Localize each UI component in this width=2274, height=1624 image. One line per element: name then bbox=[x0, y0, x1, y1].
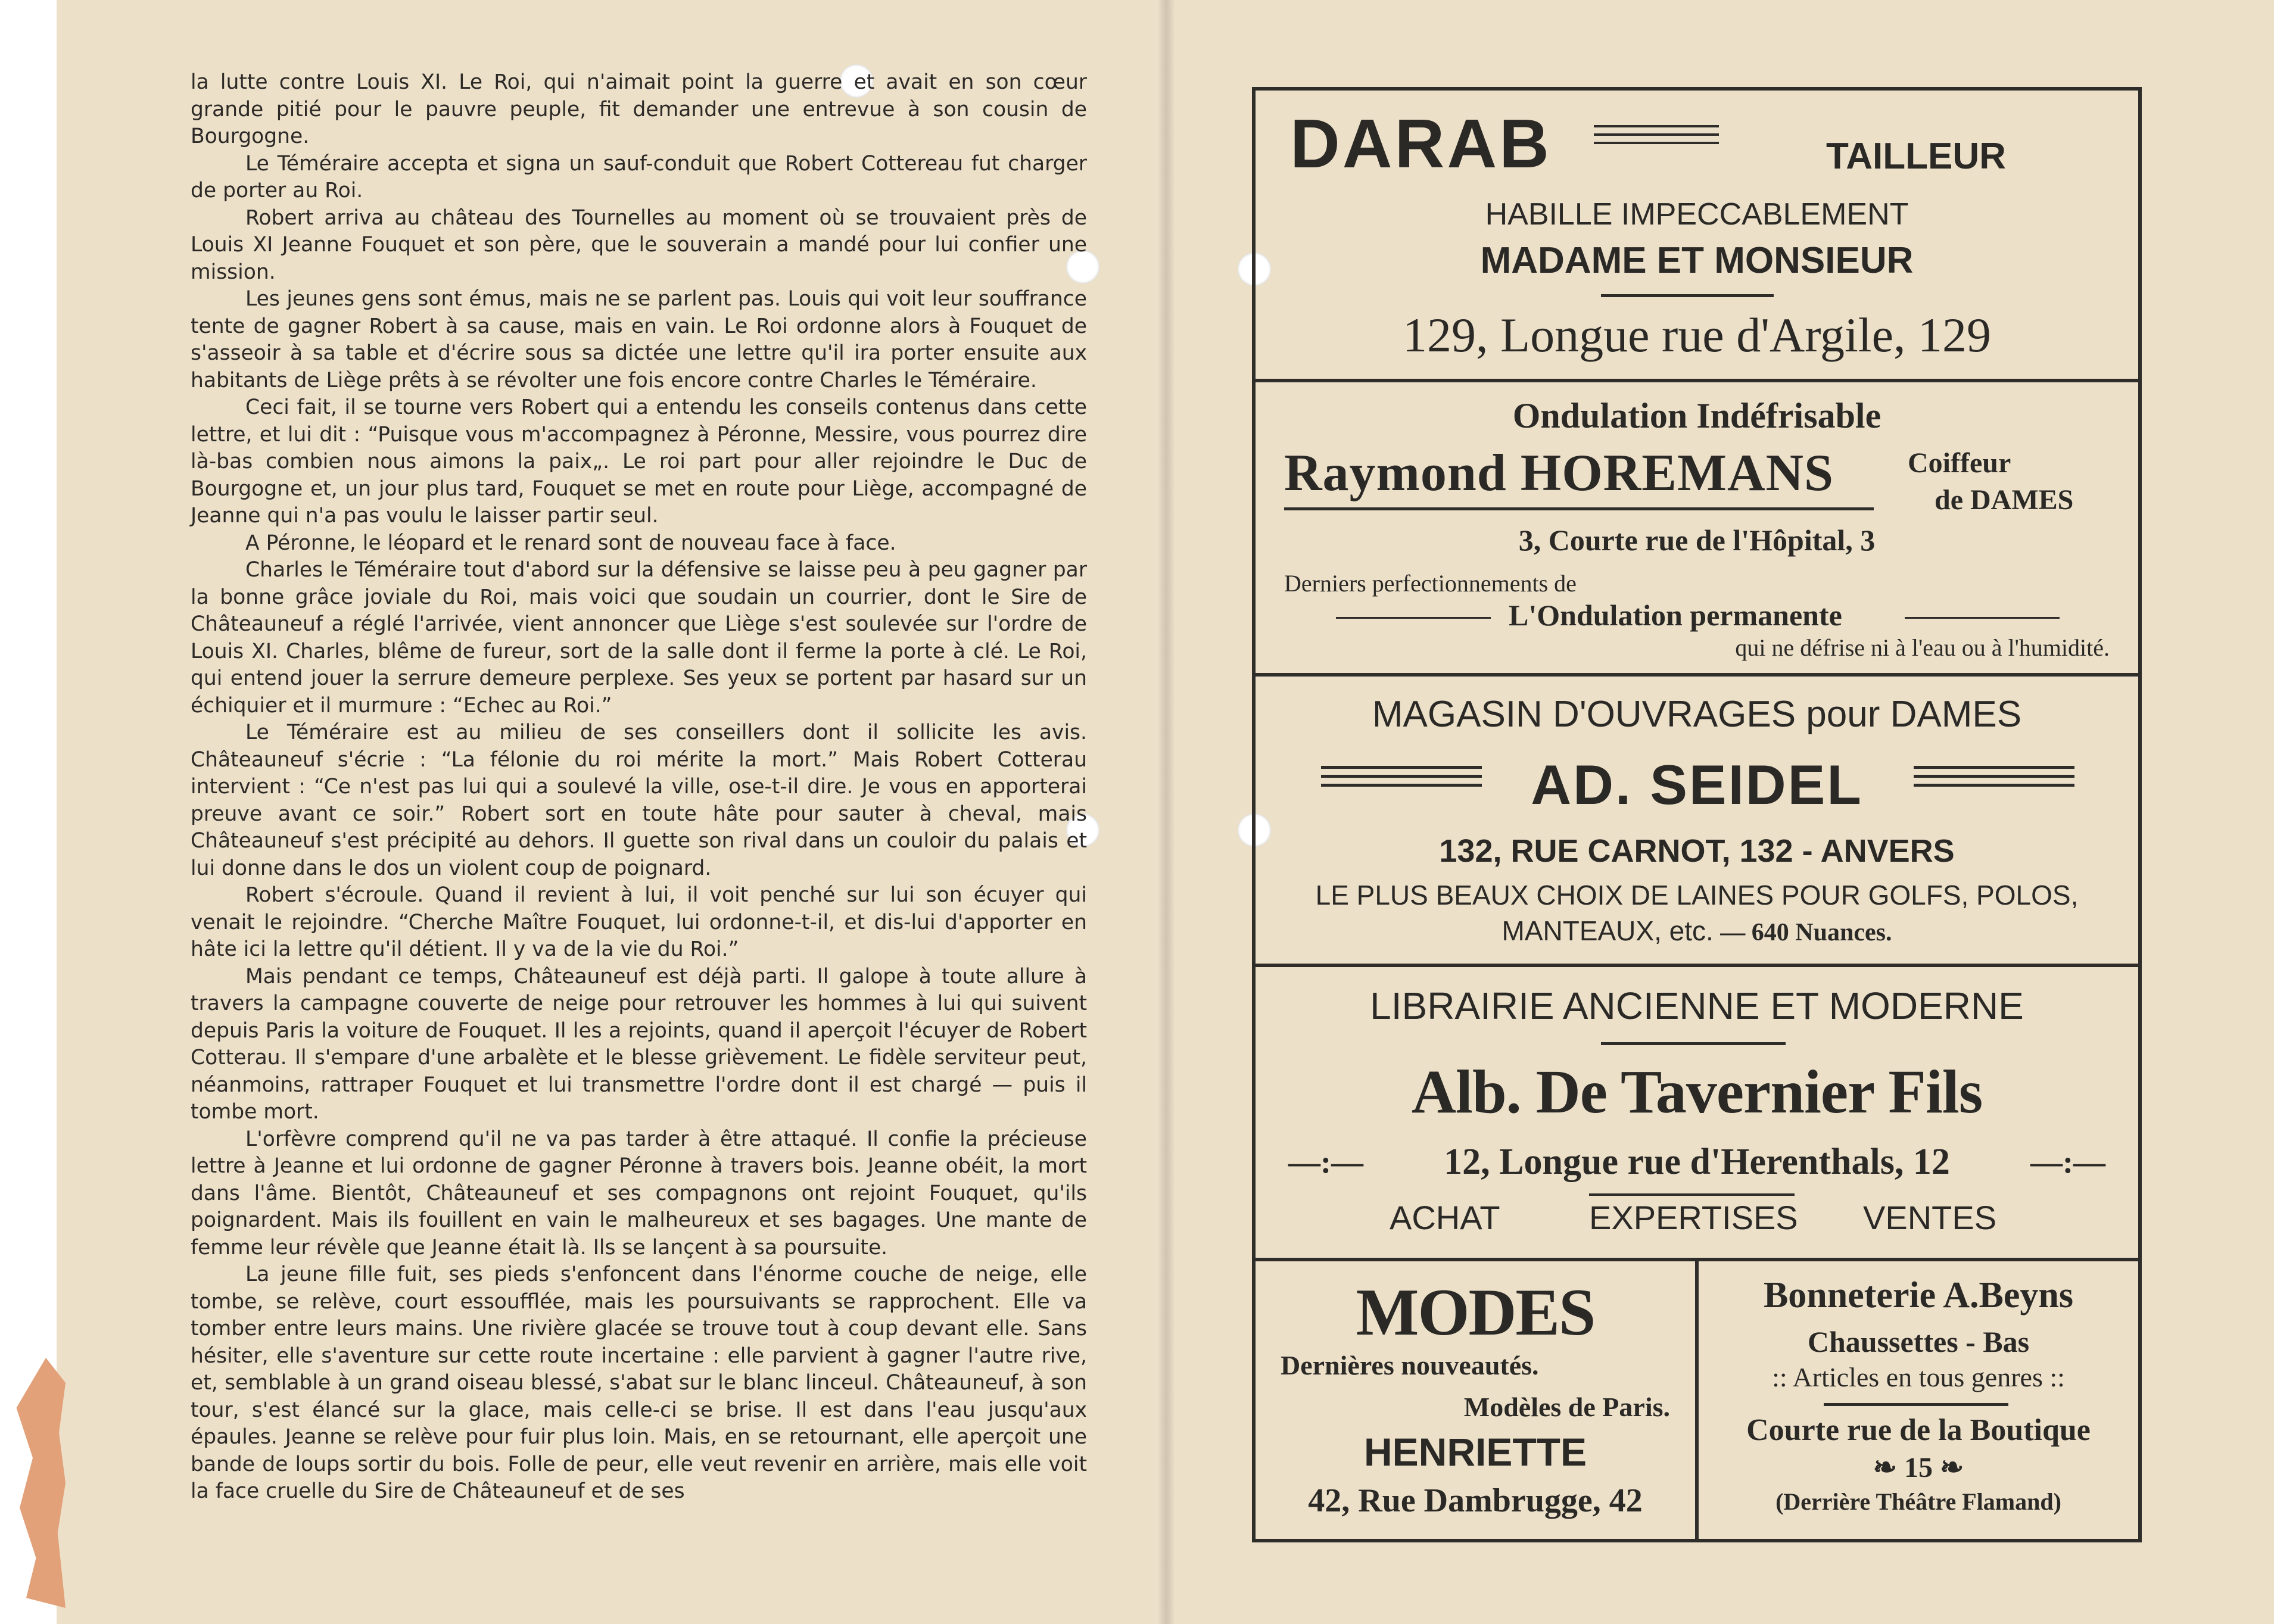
seidel-line1: LE PLUS BEAUX CHOIX DE LAINES POUR GOLFS, POLOS, bbox=[1315, 880, 2079, 911]
seidel-headline: MAGASIN D'OUVRAGES pour DAMES bbox=[1372, 694, 2022, 735]
tavernier-name: Alb. De Tavernier Fils bbox=[1411, 1058, 1983, 1126]
horemans-line1: Derniers perfectionnements de bbox=[1284, 570, 1577, 597]
beyns-line4: (Derrière Théâtre Flamand) bbox=[1775, 1488, 2061, 1515]
horemans-name: Raymond HOREMANS bbox=[1284, 444, 1834, 502]
story-paragraph: Charles le Téméraire tout d'abord sur la défensive se laisse peu à peu gagner par la bonne grâce joviale du Roi, mais voici que soudain un courrier, dont le Sire de Châteauneuf a réglé l'arrivée, vient annoncer que Liège s'est soulevée sur l'ordre de Louis XI. Charles, blême de fureur, sort de la salle dont il ferme la porte à clé. Le Roi, qui entend jouer la serrure demeure perplexe. Ses yeux se portent par hasard sur un échiquier et il murmure : “Echec au Roi.” bbox=[191, 558, 1087, 718]
seidel-name: AD. SEIDEL bbox=[1531, 753, 1863, 816]
darab-trade: TAILLEUR bbox=[1826, 136, 2006, 177]
story-paragraph: La jeune fille fuit, ses pieds s'enfoncent dans l'énorme couche de neige, elle tombe, se relève, court essoufflée, mais les poursuivants se rapprochent. Elle va tomber entre leurs mains. Une rivière glacée se trouve tout à coup devant elle. Sans hésiter, elle s'aventure sur cette route incertaine : elle parvient à gagner l'autre rive, et, semblable à un grand oiseau blessé, s'abat sur le blanc linceul. Châteauneuf, à son tour, s'est élancé sur la glace, mais celle-ci se brise. Il est dans l'eau jusqu'aux épaules. Jeanne se relève pour fuir plus loin. Mais, en se retournant, elle aperçoit une bande de loups sortir du bois. Folle de peur, elle veut revenir en arrière, mais elle voit la face cruelle du Sire de Châteauneuf et de ses bbox=[191, 1263, 1087, 1503]
modes-address: 42, Rue Dambrugge, 42 bbox=[1308, 1482, 1643, 1519]
fleuron-icon: ❧ bbox=[1940, 1452, 1964, 1483]
beyns-name: Bonneterie A.Beyns bbox=[1763, 1275, 2074, 1316]
tavernier-service-achat: ACHAT bbox=[1390, 1199, 1500, 1236]
tavernier-ornament-right: —:— bbox=[2030, 1144, 2105, 1180]
seidel-rule-right bbox=[1914, 766, 2074, 787]
story-paragraph: Le Téméraire est au milieu de ses conseillers dont il sollicite les avis. Châteauneuf s'écrie : “La félonie du roi mérite la mort.” Mais Robert Cotterau intervient : “Ce n'est pas lui qui a soulevé la ville, ose-t-il dire. Je vous en apporterai preuve avant ce soir.” Robert sort en toute hâte pour sauter à cheval, mais Châteauneuf s'est précipité au dehors. Il guette son rival dans un couloir du palais et lui donne dans le dos un violent coup de poignard. bbox=[191, 721, 1087, 880]
horemans-address: 3, Courte rue de l'Hôpital, 3 bbox=[1518, 523, 1876, 557]
seidel-line2: MANTEAUX, etc. bbox=[1502, 915, 1714, 946]
horemans-trade2: de DAMES bbox=[1935, 484, 2074, 516]
horemans-line3: qui ne défrise ni à l'eau ou à l'humidité. bbox=[1735, 634, 2110, 661]
darab-address: 129, Longue rue d'Argile, 129 bbox=[1403, 308, 1991, 362]
story-paragraph: Ceci fait, il se tourne vers Robert qui a entendu les conseils contenus dans cette lettre, et lui dit : “Puisque vous m'accompagnez à Péronne, Messire, vous pourrez dire là-bas combien nous aimons la paix„. Le roi part pour aller rejoindre le Duc de Bourgogne et, un jour plus tard, Fouquet se met en route pour Liège, accompagné de Jeanne qui n'a pas voulu le laisser partir seul. bbox=[191, 395, 1087, 528]
tavernier-headline: LIBRAIRIE ANCIENNE ET MODERNE bbox=[1370, 984, 2024, 1027]
story-paragraph: A Péronne, le léopard et le renard sont de nouveau face à face. bbox=[245, 531, 896, 555]
story-paragraph: Robert arriva au château des Tournelles au moment où se trouvaient près de Louis XI Jeanne Fouquet et son père, que le souverain a mandé pour lui confier une mission. bbox=[191, 205, 1087, 284]
tavernier-ornament-left: —:— bbox=[1288, 1144, 1363, 1180]
tavernier-service-ventes: VENTES bbox=[1863, 1199, 1997, 1236]
seidel-address: 132, RUE CARNOT, 132 - ANVERS bbox=[1439, 833, 1955, 869]
ad-modes bbox=[1256, 1261, 1699, 1539]
modes-line1: Dernières nouveautés. bbox=[1281, 1350, 1539, 1380]
tavernier-address: 12, Longue rue d'Herenthals, 12 bbox=[1444, 1142, 1950, 1182]
horemans-line2: L'Ondulation permanente bbox=[1509, 599, 1842, 632]
modes-line2: Modèles de Paris. bbox=[1463, 1392, 1670, 1422]
story-paragraph: L'orfèvre comprend qu'il ne va pas tarder à être attaqué. Il confie la précieuse lettre à Jeanne et lui ordonne de gagner Péronne à travers bois. Jeanne obéit, la mort dans l'âme. Bientôt, Châteauneuf et ses compagnons ont rejoint Fouquet, qu'ils poignardent. Mais ils fouillent en vain le malheureux et ses bagages. Une mante de femme leur révèle que Jeanne était là. Ils se lançent à sa poursuite. bbox=[191, 1127, 1087, 1260]
darab-name: DARAB bbox=[1290, 105, 1552, 182]
story-paragraph: la lutte contre Louis XI. Le Roi, qui n'aimait point la guerre et avait en son cœur grande pitié pour le pauvre peuple, fit demander une entrevue à son cousin de Bourgogne. bbox=[191, 70, 1087, 148]
story-paragraph: Robert s'écroule. Quand il revient à lui, il voit penché sur lui son écuyer qui venait le rejoindre. “Cherche Maître Fouquet, lui ordonne-t-il, et dis-lui d'apporter en hâte ici la lettre qu'il détient. Il y va de la vie du Roi.” bbox=[191, 883, 1087, 961]
ad-darab bbox=[1256, 91, 2138, 382]
ad-beyns bbox=[1699, 1261, 2138, 1539]
fleuron-icon: ❧ bbox=[1873, 1452, 1897, 1483]
story-paragraph: Les jeunes gens sont émus, mais ne se parlent pas. Louis qui voit leur souffrance tente de gagner Robert à sa cause, mais en vain. Le Roi ordonne alors à Fouquet de s'asseoir à sa table et d'écrire sous sa dictée une lettre qu'il ira porter ensuite aux habitants de Liège prêts à se révolter une fois encore contre Charles le Téméraire. bbox=[191, 287, 1087, 392]
beyns-number: 15 bbox=[1904, 1452, 1933, 1483]
horemans-headline: Ondulation Indéfrisable bbox=[1512, 396, 1881, 435]
darab-line2: MADAME ET MONSIEUR bbox=[1480, 240, 1914, 281]
ad-tavernier bbox=[1256, 967, 2138, 1261]
tavernier-service-expertises: EXPERTISES bbox=[1589, 1199, 1798, 1236]
ad-seidel bbox=[1256, 677, 2138, 967]
modes-name: HENRIETTE bbox=[1363, 1430, 1587, 1474]
story-paragraph: Mais pendant ce temps, Châteauneuf est déjà parti. Il galope à toute allure à travers la campagne couverte de neige pour retrouver les hommes à lui qui suivent depuis Paris la voiture de Fouquet. Il les a rejoints, quand il aperçoit l'écuyer de Robert Cotterau. Il s'empare d'une arbalète et le blesse grièvement. Le fidèle serviteur peut, néanmoins, rattraper Fouquet et lui transmettre l'ordre dont il est chargé — puis il tombe mort. bbox=[191, 964, 1087, 1124]
advertisement-frame bbox=[1252, 87, 2142, 1542]
beyns-line2: :: Articles en tous genres :: bbox=[1772, 1362, 2065, 1392]
story-text-column bbox=[191, 69, 1087, 1505]
modes-title: MODES bbox=[1356, 1276, 1595, 1349]
story-paragraph: Le Téméraire accepta et signa un sauf-conduit que Robert Cottereau fut charger de porter au Roi. bbox=[191, 151, 1087, 202]
beyns-line1: Chaussettes - Bas bbox=[1807, 1325, 2030, 1358]
torn-paper-edge bbox=[0, 1358, 66, 1608]
beyns-line3: Courte rue de la Boutique bbox=[1746, 1413, 2091, 1447]
seidel-line2b: — 640 Nuances. bbox=[1720, 919, 1892, 946]
darab-line1: HABILLE IMPECCABLEMENT bbox=[1485, 197, 1909, 232]
horemans-trade1: Coiffeur bbox=[1908, 447, 2011, 479]
darab-rule bbox=[1594, 125, 1719, 144]
page-fold bbox=[1158, 0, 1174, 1624]
ad-horemans bbox=[1256, 382, 2138, 677]
